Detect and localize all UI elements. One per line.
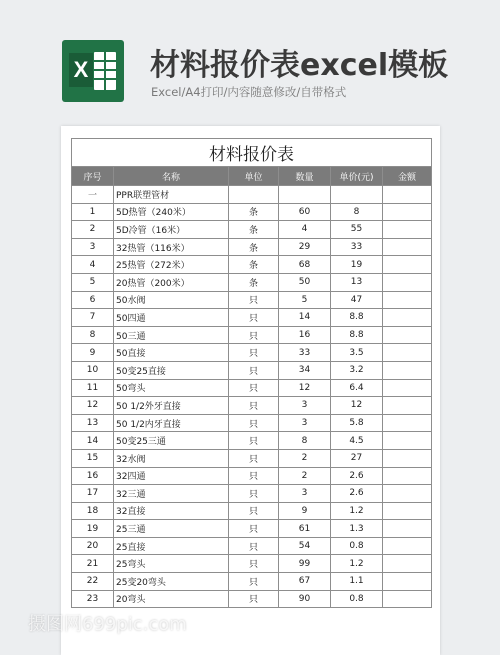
table-cell[interactable]: 22	[72, 573, 114, 591]
table-cell[interactable]: 19	[331, 256, 383, 274]
table-cell[interactable]: 1.1	[331, 573, 383, 591]
table-cell[interactable]: 5.8	[331, 414, 383, 432]
table-cell[interactable]: 只	[229, 520, 279, 538]
table-cell[interactable]	[383, 573, 432, 591]
cell-name[interactable]: 50弯头	[114, 379, 229, 397]
table-cell[interactable]: 4.5	[331, 432, 383, 450]
table-cell[interactable]: 19	[72, 520, 114, 538]
table-row	[72, 291, 432, 309]
table-cell[interactable]	[229, 186, 279, 204]
table-row	[72, 520, 432, 538]
column-header[interactable]: 单位	[229, 167, 279, 186]
cell-name[interactable]: 32三通	[114, 485, 229, 503]
table-cell[interactable]: 只	[229, 414, 279, 432]
table-cell[interactable]	[383, 221, 432, 239]
table-cell[interactable]	[383, 590, 432, 608]
table-cell[interactable]	[383, 537, 432, 555]
table-row	[72, 449, 432, 467]
table-cell[interactable]: 10	[72, 361, 114, 379]
table-cell[interactable]	[383, 555, 432, 573]
table-row	[72, 467, 432, 485]
cell-name[interactable]: 25变20弯头	[114, 573, 229, 591]
cell-name[interactable]: 50三通	[114, 326, 229, 344]
cell-name[interactable]: 50 1/2外牙直接	[114, 397, 229, 415]
table-row	[72, 379, 432, 397]
table-cell[interactable]: 1.2	[331, 502, 383, 520]
table-cell[interactable]: 33	[279, 344, 331, 362]
table-row	[72, 537, 432, 555]
table-cell[interactable]	[383, 361, 432, 379]
table-cell[interactable]: 13	[72, 414, 114, 432]
table-cell[interactable]	[383, 344, 432, 362]
table-row	[72, 555, 432, 573]
table-cell[interactable]: 12	[72, 397, 114, 415]
table-cell[interactable]: 条	[229, 221, 279, 239]
table-cell[interactable]: 12	[279, 379, 331, 397]
table-row	[72, 326, 432, 344]
table-row	[72, 414, 432, 432]
table-cell[interactable]: 16	[279, 326, 331, 344]
table-cell[interactable]: 只	[229, 326, 279, 344]
table-cell[interactable]: 条	[229, 256, 279, 274]
cell-name[interactable]: 20弯头	[114, 590, 229, 608]
table-cell[interactable]: 5	[279, 291, 331, 309]
table-cell[interactable]: 0.8	[331, 590, 383, 608]
cell-name[interactable]: 50直接	[114, 344, 229, 362]
table-cell[interactable]: 14	[279, 309, 331, 327]
table-cell[interactable]: 只	[229, 309, 279, 327]
table-cell[interactable]: 8	[331, 203, 383, 221]
table-cell[interactable]: 只	[229, 573, 279, 591]
table-cell[interactable]: 条	[229, 273, 279, 291]
table-cell[interactable]: 1.3	[331, 520, 383, 538]
cell-name[interactable]: 25直接	[114, 537, 229, 555]
table-cell[interactable]	[279, 186, 331, 204]
table-cell[interactable]: 99	[279, 555, 331, 573]
table-caption: 材料报价表	[72, 139, 432, 167]
table-row	[72, 344, 432, 362]
table-cell[interactable]: 4	[279, 221, 331, 239]
column-header[interactable]: 序号	[72, 167, 114, 186]
watermark: 摄图网699pic.com	[28, 614, 187, 635]
cell-name[interactable]: 5D冷管（16米）	[114, 221, 229, 239]
sheet-paper	[61, 126, 440, 655]
table-cell[interactable]: 条	[229, 238, 279, 256]
table-cell[interactable]: 34	[279, 361, 331, 379]
table-cell[interactable]	[383, 291, 432, 309]
table-cell[interactable]: 23	[72, 590, 114, 608]
table-cell[interactable]: 只	[229, 467, 279, 485]
table-row	[72, 361, 432, 379]
table-cell[interactable]	[383, 203, 432, 221]
table-cell[interactable]	[383, 432, 432, 450]
table-cell[interactable]: 47	[331, 291, 383, 309]
table-cell[interactable]: 只	[229, 449, 279, 467]
column-header[interactable]: 数量	[279, 167, 331, 186]
table-cell[interactable]: 11	[72, 379, 114, 397]
table-cell[interactable]: 9	[72, 344, 114, 362]
table-cell[interactable]: 60	[279, 203, 331, 221]
table-cell[interactable]	[383, 449, 432, 467]
cell-name[interactable]: 20热管（200米）	[114, 273, 229, 291]
column-header[interactable]: 名称	[114, 167, 229, 186]
table-cell[interactable]	[383, 256, 432, 274]
excel-x-glyph: X	[69, 53, 93, 87]
table-row	[72, 238, 432, 256]
cell-name[interactable]: 50变25直接	[114, 361, 229, 379]
table-body	[72, 186, 432, 608]
quote-table	[71, 138, 432, 608]
cell-name[interactable]: 32热管（116米）	[114, 238, 229, 256]
table-cell[interactable]: 16	[72, 467, 114, 485]
cell-name[interactable]: 50变25三通	[114, 432, 229, 450]
table-cell[interactable]: 只	[229, 502, 279, 520]
table-cell[interactable]: 5	[72, 273, 114, 291]
table-cell[interactable]: 7	[72, 309, 114, 327]
cell-name[interactable]: 50四通	[114, 309, 229, 327]
table-row	[72, 221, 432, 239]
cell-name[interactable]: 5D热管（240米）	[114, 203, 229, 221]
cell-name[interactable]: PPR联塑管材	[114, 186, 229, 204]
table-row	[72, 256, 432, 274]
table-cell[interactable]: 只	[229, 344, 279, 362]
table-cell[interactable]: 13	[331, 273, 383, 291]
page-title: 材料报价表excel模板	[150, 48, 449, 83]
table-cell[interactable]: 8	[72, 326, 114, 344]
table-cell[interactable]	[383, 186, 432, 204]
table-cell[interactable]	[383, 520, 432, 538]
table-cell[interactable]	[383, 414, 432, 432]
table-cell[interactable]	[383, 485, 432, 503]
table-header-row	[72, 167, 432, 186]
table-cell[interactable]: 只	[229, 537, 279, 555]
table-cell[interactable]: 3	[279, 485, 331, 503]
header	[0, 0, 500, 118]
table-cell[interactable]: 90	[279, 590, 331, 608]
cell-name[interactable]: 50 1/2内牙直接	[114, 414, 229, 432]
table-row	[72, 273, 432, 291]
table-cell[interactable]: 3.5	[331, 344, 383, 362]
table-cell[interactable]: 2	[72, 221, 114, 239]
table-cell[interactable]: 2	[279, 467, 331, 485]
table-cell[interactable]: 8.8	[331, 326, 383, 344]
table-cell[interactable]: 只	[229, 291, 279, 309]
cell-name[interactable]: 50水阀	[114, 291, 229, 309]
table-cell[interactable]: 68	[279, 256, 331, 274]
table-row	[72, 203, 432, 221]
cell-name[interactable]: 32水阀	[114, 449, 229, 467]
table-cell[interactable]: 9	[279, 502, 331, 520]
table-cell[interactable]: 17	[72, 485, 114, 503]
table-cell[interactable]: 2	[279, 449, 331, 467]
table-cell[interactable]	[383, 467, 432, 485]
table-cell[interactable]	[383, 273, 432, 291]
table-cell[interactable]: 只	[229, 555, 279, 573]
table-cell[interactable]: 3	[279, 414, 331, 432]
table-cell[interactable]: 67	[279, 573, 331, 591]
table-cell[interactable]: 33	[331, 238, 383, 256]
table-cell[interactable]: 1.2	[331, 555, 383, 573]
table-cell[interactable]: 27	[331, 449, 383, 467]
table-cell[interactable]: 0.8	[331, 537, 383, 555]
table-cell[interactable]	[331, 186, 383, 204]
table-row	[72, 573, 432, 591]
table-cell[interactable]: 1	[72, 203, 114, 221]
table-cell[interactable]: 只	[229, 485, 279, 503]
table-cell[interactable]: 3	[72, 238, 114, 256]
table-cell[interactable]	[383, 326, 432, 344]
table-cell[interactable]: 18	[72, 502, 114, 520]
table-cell[interactable]: 54	[279, 537, 331, 555]
column-header[interactable]: 单价(元)	[331, 167, 383, 186]
table-cell[interactable]: 15	[72, 449, 114, 467]
cell-name[interactable]: 25弯头	[114, 555, 229, 573]
table-row	[72, 502, 432, 520]
table-cell[interactable]: 4	[72, 256, 114, 274]
table-cell[interactable]: 只	[229, 379, 279, 397]
table-row	[72, 432, 432, 450]
table-cell[interactable]: 只	[229, 361, 279, 379]
page-subtitle: Excel/A4打印/内容随意修改/自带格式	[151, 85, 347, 99]
column-header[interactable]: 金额	[383, 167, 432, 186]
table-row	[72, 397, 432, 415]
table-cell[interactable]: 61	[279, 520, 331, 538]
excel-icon	[62, 40, 124, 102]
table-cell[interactable]: 只	[229, 432, 279, 450]
table-cell[interactable]: 2.6	[331, 467, 383, 485]
table-cell[interactable]: 12	[331, 397, 383, 415]
cell-name[interactable]: 32直接	[114, 502, 229, 520]
table-cell[interactable]: 8	[279, 432, 331, 450]
spreadsheet-grid-icon	[94, 52, 116, 90]
table-cell[interactable]	[383, 502, 432, 520]
table-cell[interactable]: 3.2	[331, 361, 383, 379]
table-cell[interactable]: 2.6	[331, 485, 383, 503]
cell-name[interactable]: 32四通	[114, 467, 229, 485]
table-cell[interactable]: 29	[279, 238, 331, 256]
table-cell[interactable]: 一	[72, 186, 114, 204]
table-cell[interactable]: 6.4	[331, 379, 383, 397]
table-cell[interactable]: 14	[72, 432, 114, 450]
table-cell[interactable]: 条	[229, 203, 279, 221]
table-cell[interactable]: 8.8	[331, 309, 383, 327]
table-row	[72, 485, 432, 503]
table-cell[interactable]	[383, 238, 432, 256]
table-cell[interactable]: 20	[72, 537, 114, 555]
table-cell[interactable]: 只	[229, 397, 279, 415]
table-cell[interactable]: 21	[72, 555, 114, 573]
table-cell[interactable]: 3	[279, 397, 331, 415]
table-cell[interactable]	[383, 397, 432, 415]
table-cell[interactable]	[383, 379, 432, 397]
cell-name[interactable]: 25三通	[114, 520, 229, 538]
table-cell[interactable]: 55	[331, 221, 383, 239]
table-cell[interactable]: 只	[229, 590, 279, 608]
table-cell[interactable]	[383, 309, 432, 327]
table-cell[interactable]: 50	[279, 273, 331, 291]
table-row	[72, 186, 432, 204]
table-cell[interactable]: 6	[72, 291, 114, 309]
table-row	[72, 309, 432, 327]
cell-name[interactable]: 25热管（272米）	[114, 256, 229, 274]
table-row	[72, 590, 432, 608]
